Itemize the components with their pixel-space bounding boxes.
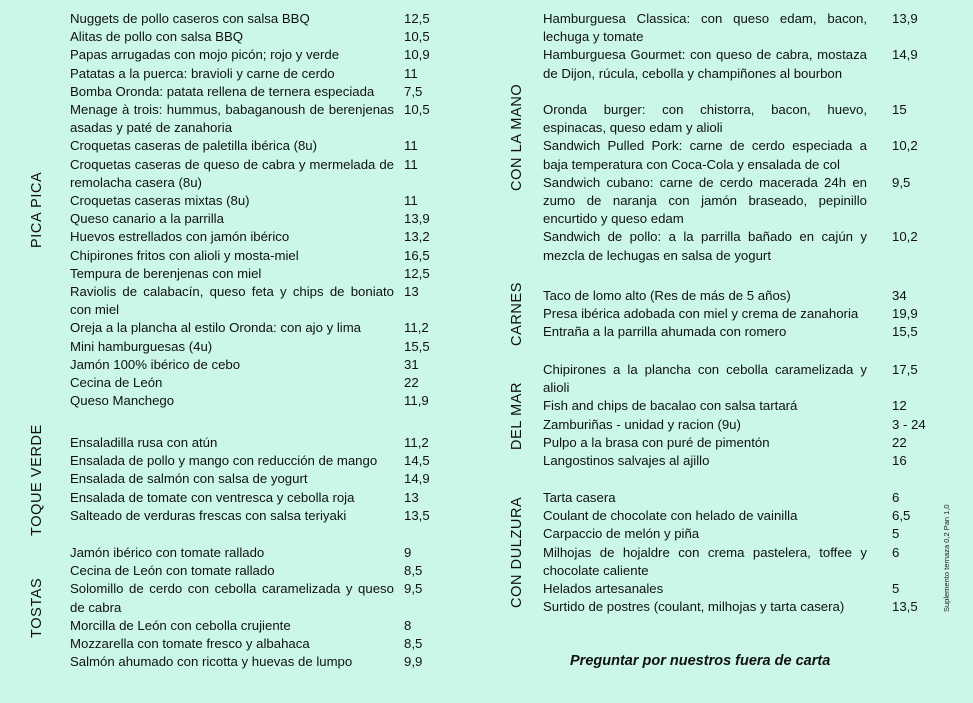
menu-item — [70, 544, 444, 562]
menu-item-price: 11 — [404, 65, 418, 81]
menu-item-price: 5 — [892, 526, 900, 542]
menu-item-description: Queso canario a la parrilla — [70, 211, 224, 227]
menu-item — [70, 247, 444, 265]
menu-item — [543, 361, 932, 397]
menu-item — [70, 374, 444, 392]
menu-item — [70, 46, 444, 64]
menu-item — [543, 525, 932, 543]
menu-item — [70, 265, 444, 283]
menu-item-description: Surtido de postres (coulant, milhojas y tarta casera) — [543, 599, 845, 615]
menu-item — [543, 137, 932, 173]
menu-item-price: 13,9 — [404, 211, 430, 227]
menu-item — [543, 544, 932, 580]
menu-item — [70, 489, 444, 507]
menu-item — [543, 101, 932, 137]
menu-item — [70, 338, 444, 356]
menu-item-price: 9 — [404, 545, 412, 560]
menu-item-description: Helados artesanales — [543, 581, 664, 596]
menu-item — [543, 598, 932, 616]
menu-item-price: 10,5 — [404, 29, 430, 45]
menu-item — [70, 319, 444, 337]
menu-item — [543, 287, 932, 305]
menu-item-description: Mozzarella con tomate fresco y albahaca — [70, 636, 310, 651]
menu-item — [70, 507, 444, 525]
menu-item-description: Papas arrugadas con mojo picón; rojo y verde — [70, 47, 340, 63]
menu-item-price: 11,2 — [404, 320, 429, 336]
menu-item — [543, 228, 932, 264]
menu-item-description: Cecina de León — [70, 375, 163, 390]
menu-item — [70, 452, 444, 470]
menu-item — [70, 653, 444, 671]
menu-item-description: Ensalada de salmón con salsa de yogurt — [70, 471, 308, 487]
menu-item — [70, 434, 444, 452]
section-label: CON LA MANO — [509, 83, 525, 191]
section-label: TOQUE VERDE — [29, 423, 45, 536]
menu-item-description: Ensalada de tomate con ventresca y cebolla roja — [70, 489, 355, 505]
menu-item-price: 12,5 — [404, 265, 430, 281]
menu-item-description: Coulant de chocolate con helado de vainilla — [543, 508, 798, 524]
menu-item-description: Croquetas caseras mixtas (8u) — [70, 193, 250, 208]
menu-item-price: 10,2 — [892, 138, 918, 154]
menu-item — [70, 283, 444, 319]
menu-item-price: 11 — [404, 138, 418, 154]
menu-item — [543, 507, 932, 525]
menu-item-price: 11,9 — [404, 393, 429, 409]
menu-item-description: Carpaccio de melón y piña — [543, 526, 700, 542]
menu-item-description: Ensaladilla rusa con atún — [70, 435, 218, 450]
menu-item — [543, 416, 932, 434]
menu-item-description: Solomillo de cerdo con cebolla caramelizada y queso de cabra — [70, 581, 394, 615]
menu-item-description: Huevos estrellados con jamón ibérico — [70, 229, 290, 245]
menu-item-price: 8 — [404, 617, 412, 633]
menu-item-price: 16,5 — [404, 247, 430, 263]
menu-item — [70, 83, 444, 101]
menu-item-price: 10,5 — [404, 102, 430, 117]
menu-item — [543, 174, 932, 229]
menu-item-description: Tarta casera — [543, 490, 616, 505]
menu-item-description: Sandwich Pulled Pork: carne de cerdo especiada a baja temperatura con Coca-Cola y ensalada de col — [543, 138, 867, 172]
menu-item-price: 19,9 — [892, 306, 918, 322]
menu-item-price: 8,5 — [404, 636, 423, 651]
menu-item-description: Pulpo a la brasa con puré de pimentón — [543, 434, 770, 450]
menu-item — [70, 562, 444, 580]
section-label: TOSTAS — [29, 577, 45, 638]
menu-item-price: 31 — [404, 356, 419, 372]
menu-item-price: 3 - 24 — [892, 416, 926, 432]
section-label: DEL MAR — [509, 381, 525, 450]
menu-item-price: 15 — [892, 102, 907, 117]
footer-note: Preguntar por nuestros fuera de carta — [570, 653, 831, 669]
side-note: Suplemento ternaza 0,2 Pan 1,0 — [942, 504, 951, 612]
menu-item-description: Sandwich de pollo: a la parrilla bañado en cajún y mezcla de lechugas en salsa de yogurt — [543, 229, 867, 263]
menu-item — [70, 101, 444, 137]
menu-item — [543, 10, 932, 46]
menu-item — [70, 137, 444, 155]
menu-item-description: Tempura de berenjenas con miel — [70, 265, 262, 281]
menu-item — [70, 28, 444, 46]
menu-item-description: Entraña a la parrilla ahumada con romero — [543, 324, 787, 340]
menu-item-price: 10,9 — [404, 47, 430, 63]
menu-item — [543, 434, 932, 452]
menu-item — [543, 397, 932, 415]
menu-item — [70, 635, 444, 653]
menu-item — [543, 323, 932, 341]
menu-item-price: 10,2 — [892, 229, 918, 245]
menu-item — [70, 392, 444, 410]
menu-item-price: 6 — [892, 490, 900, 505]
menu-item-price: 14,5 — [404, 453, 430, 469]
menu-item — [543, 489, 932, 507]
menu-item — [70, 156, 444, 192]
menu-item-price: 13,5 — [892, 599, 918, 615]
section-label: CARNES — [509, 282, 525, 347]
menu-item-price: 11 — [404, 156, 418, 172]
menu-item — [70, 192, 444, 210]
menu-item — [70, 10, 444, 28]
menu-item-description: Queso Manchego — [70, 393, 175, 409]
menu-item-description: Fish and chips de bacalao con salsa tartará — [543, 398, 798, 414]
menu-item-description: Zamburiñas - unidad y racion (9u) — [543, 416, 741, 432]
menu-item-description: Chipirones a la plancha con cebolla caramelizada y alioli — [543, 362, 867, 396]
menu-item-price: 11,2 — [404, 435, 429, 450]
menu-item-price: 16 — [892, 453, 907, 468]
menu-item-price: 15,5 — [404, 338, 430, 354]
menu-item-price: 7,5 — [404, 83, 423, 99]
menu-item-description: Patatas a la puerca: bravioli y carne de cerdo — [70, 65, 335, 81]
menu-item-price: 5 — [892, 581, 900, 596]
menu-item — [543, 580, 932, 598]
menu-item — [70, 210, 444, 228]
menu-item — [70, 228, 444, 246]
menu-item-price: 9,9 — [404, 654, 423, 670]
menu-item-price: 22 — [892, 434, 907, 450]
menu-item-price: 17,5 — [892, 362, 918, 377]
menu-item-description: Milhojas de hojaldre con crema pastelera, toffee y chocolate caliente — [543, 544, 867, 578]
menu-item-price: 13,5 — [404, 507, 430, 523]
menu-item-price: 13,2 — [404, 229, 430, 245]
section-label: PICA PICA — [29, 171, 45, 249]
menu-item — [543, 46, 932, 101]
menu-item-price: 22 — [404, 375, 419, 390]
menu-item-description: Oreja a la plancha al estilo Oronda: con ajo y lima — [70, 320, 362, 336]
menu-item — [543, 452, 932, 470]
menu-item-price: 13,9 — [892, 11, 918, 26]
menu-item-price: 13 — [404, 489, 419, 505]
menu-item-description: Sandwich cubano: carne de cerdo macerada 24h en zumo de naranja con jamón braseado, pepinillo encurtido y queso edam — [543, 174, 867, 227]
menu-item-description: Morcilla de León con cebolla crujiente — [70, 617, 291, 633]
menu-item-description: Raviolis de calabacín, queso feta y chips de boniato con miel — [70, 284, 394, 318]
menu-item-description: Taco de lomo alto (Res de más de 5 años) — [543, 288, 791, 303]
menu-item-price: 13 — [404, 284, 419, 299]
menu-item-description: Salteado de verduras frescas con salsa teriyaki — [70, 507, 347, 523]
menu-item — [70, 580, 444, 616]
menu-item-description: Langostinos salvajes al ajillo — [543, 453, 710, 468]
menu-item-description: Salmón ahumado con ricotta y huevas de lumpo — [70, 654, 353, 670]
menu-item-price: 9,5 — [404, 581, 423, 597]
menu-item — [70, 65, 444, 83]
menu-item-price: 14,9 — [404, 471, 430, 487]
menu-item-description: Chipirones fritos con alioli y mosta-miel — [70, 247, 299, 263]
menu-item — [543, 305, 932, 323]
menu-item-description: Hamburguesa Classica: con queso edam, bacon, lechuga y tomate — [543, 11, 867, 45]
menu-item-description: Jamón ibérico con tomate rallado — [70, 545, 265, 560]
menu-item-description: Nuggets de pollo caseros con salsa BBQ — [70, 11, 310, 26]
menu-item-description: Croquetas caseras de queso de cabra y mermelada de remolacha casera (8u) — [70, 156, 394, 190]
menu-item-price: 11 — [404, 193, 418, 208]
menu-item-description: Croquetas caseras de paletilla ibérica (8u) — [70, 138, 318, 154]
menu-item — [70, 470, 444, 488]
menu-item-description: Mini hamburguesas (4u) — [70, 338, 213, 354]
menu-item-description: Menage à trois: hummus, babaganoush de berenjenas asadas y paté de zanahoria — [70, 102, 394, 136]
menu-item-price: 6,5 — [892, 508, 911, 524]
menu-item-description: Alitas de pollo con salsa BBQ — [70, 29, 243, 45]
menu-item-price: 8,5 — [404, 563, 423, 579]
menu-item — [70, 617, 444, 635]
menu-item-description: Ensalada de pollo y mango con reducción de mango — [70, 453, 378, 469]
menu-item-description: Jamón 100% ibérico de cebo — [70, 356, 241, 372]
menu-item-description: Cecina de León con tomate rallado — [70, 563, 275, 579]
menu-item-price: 12,5 — [404, 11, 430, 26]
menu-item-description: Hamburguesa Gourmet: con queso de cabra, mostaza de Dijon, rúcula, cebolla y champiñones al bourbon — [543, 47, 867, 81]
menu-item-description: Oronda burger: con chistorra, bacon, huevo, espinacas, queso edam y alioli — [543, 102, 867, 136]
menu-item-price: 14,9 — [892, 47, 918, 63]
menu-item — [70, 356, 444, 374]
section-label: CON DULZURA — [509, 496, 525, 609]
menu-item-price: 15,5 — [892, 324, 918, 340]
menu-item-price: 9,5 — [892, 174, 911, 190]
menu-item-price: 34 — [892, 288, 907, 303]
menu-item-description: Bomba Oronda: patata rellena de ternera especiada — [70, 83, 375, 99]
menu-item-price: 12 — [892, 398, 907, 414]
menu-item-price: 6 — [892, 544, 900, 560]
menu-item-description: Presa ibérica adobada con miel y crema de zanahoria — [543, 306, 859, 322]
